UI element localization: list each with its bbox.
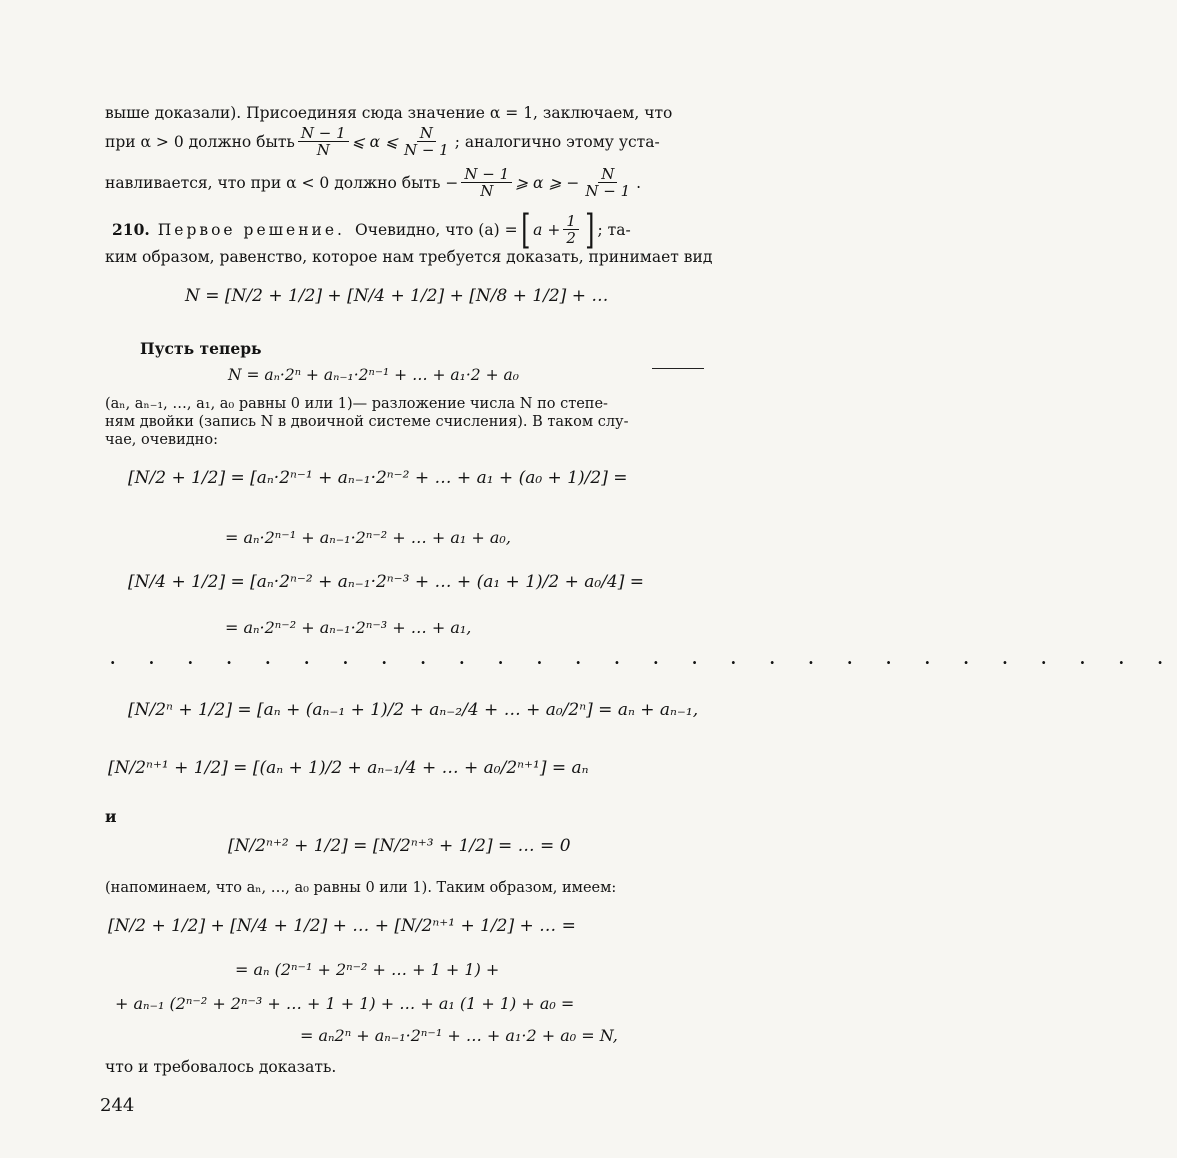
denominator: N [316,141,330,160]
equation: [N/2 + 1/2] + [N/4 + 1/2] + … + [N/2ⁿ⁺¹ + 1/2] + … = [108,916,576,936]
text-line-fraction: навливается, что при α < 0 должно быть − $\frac{N - 1}{N}$ ⩾ α ⩾ − $\frac{N}{N - 1}$ . [105,164,642,201]
fraction [298,125,349,160]
equation: [N/2ⁿ⁺¹ + 1/2] = [(aₙ + 1)/2 + aₙ₋₁/4 + … + a₀/2ⁿ⁺¹] = aₙ [108,758,589,778]
numerator: N − 1 [461,166,512,184]
bracket: ] [584,207,595,253]
text-fragment: при α > 0 должно быть [105,132,295,151]
equation: = aₙ (2ⁿ⁻¹ + 2ⁿ⁻² + … + 1 + 1) + [235,960,500,979]
fraction [582,166,633,201]
fraction [461,166,512,201]
equation: N = [N/2 + 1/2] + [N/4 + 1/2] + [N/8 + 1/2] + … [185,286,609,306]
text-line: (напоминаем, что aₙ, …, a₀ равны 0 или 1). Таким образом, имеем: [105,880,617,896]
equation: = aₙ·2ⁿ⁻¹ + aₙ₋₁·2ⁿ⁻² + … + a₁ + a₀, [225,528,511,547]
denominator: N [480,182,494,201]
text-line: Пусть теперь [140,339,262,358]
text-line: ким образом, равенство, которое нам требуется доказать, принимает вид [105,248,713,266]
math-fragment: a + [533,220,561,239]
ellipsis-row: . . . . . . . . . . . . . . . . . . . . . . . . . . . . [110,649,1177,668]
denominator: 2 [566,229,576,248]
text-line: чае, очевидно: [105,432,218,448]
fraction [563,213,579,248]
text-fragment: ; та- [597,220,631,239]
conjunction: и [105,807,117,826]
math-fragment: ⩾ α ⩾ − [515,173,580,192]
numerator: 1 [563,213,579,231]
equation: + aₙ₋₁ (2ⁿ⁻² + 2ⁿ⁻³ + … + 1 + 1) + … + a₁ (1 + 1) + a₀ = [115,994,575,1013]
text-fragment: ; аналогично этому уста- [454,132,660,151]
equation: N = aₙ·2ⁿ + aₙ₋₁·2ⁿ⁻¹ + … + a₁·2 + a₀ [228,366,519,384]
text-fragment: навливается, что при α < 0 должно быть − [105,173,459,192]
numerator: N − 1 [298,125,349,143]
problem-number: 210. [112,219,150,239]
text-line: выше доказали). Присоединяя сюда значение α = 1, заключаем, что [105,104,673,122]
text-line: что и требовалось доказать. [105,1058,337,1076]
solution-heading-line [112,208,631,252]
math-fragment: ⩽ α ⩽ [351,132,398,151]
equation: [N/2ⁿ + 1/2] = [aₙ + (aₙ₋₁ + 1)/2 + aₙ₋₂/4 + … + a₀/2ⁿ] = aₙ + aₙ₋₁, [128,700,699,720]
solution-heading: Первое решение. [157,220,345,239]
numerator: N [598,166,617,184]
denominator: N − 1 [403,141,449,160]
equation: [N/4 + 1/2] = [aₙ·2ⁿ⁻² + aₙ₋₁·2ⁿ⁻³ + … + (a₁ + 1)/2 + a₀/4] = [128,572,645,592]
equation: [N/2 + 1/2] = [aₙ·2ⁿ⁻¹ + aₙ₋₁·2ⁿ⁻² + … + a₁ + (a₀ + 1)/2] = [128,468,628,488]
equation: [N/2ⁿ⁺² + 1/2] = [N/2ⁿ⁺³ + 1/2] = … = 0 [228,836,571,856]
denominator: N − 1 [585,182,631,201]
equation: = aₙ·2ⁿ⁻² + aₙ₋₁·2ⁿ⁻³ + … + a₁, [225,618,472,637]
margin-stroke [652,368,704,369]
text-line-fraction [105,122,660,162]
page-number: 244 [100,1095,135,1116]
bracket: [ [520,207,531,253]
numerator: N [417,125,436,143]
text-line: (aₙ, aₙ₋₁, …, a₁, a₀ равны 0 или 1)— разложение числа N по степе- [105,396,608,412]
text-line: ням двойки (запись N в двоичной системе счисления). В таком слу- [105,414,629,430]
text-fragment: Очевидно, что (a) = [354,220,518,239]
fraction [401,125,452,160]
equation: = aₙ2ⁿ + aₙ₋₁·2ⁿ⁻¹ + … + a₁·2 + a₀ = N, [300,1026,618,1045]
